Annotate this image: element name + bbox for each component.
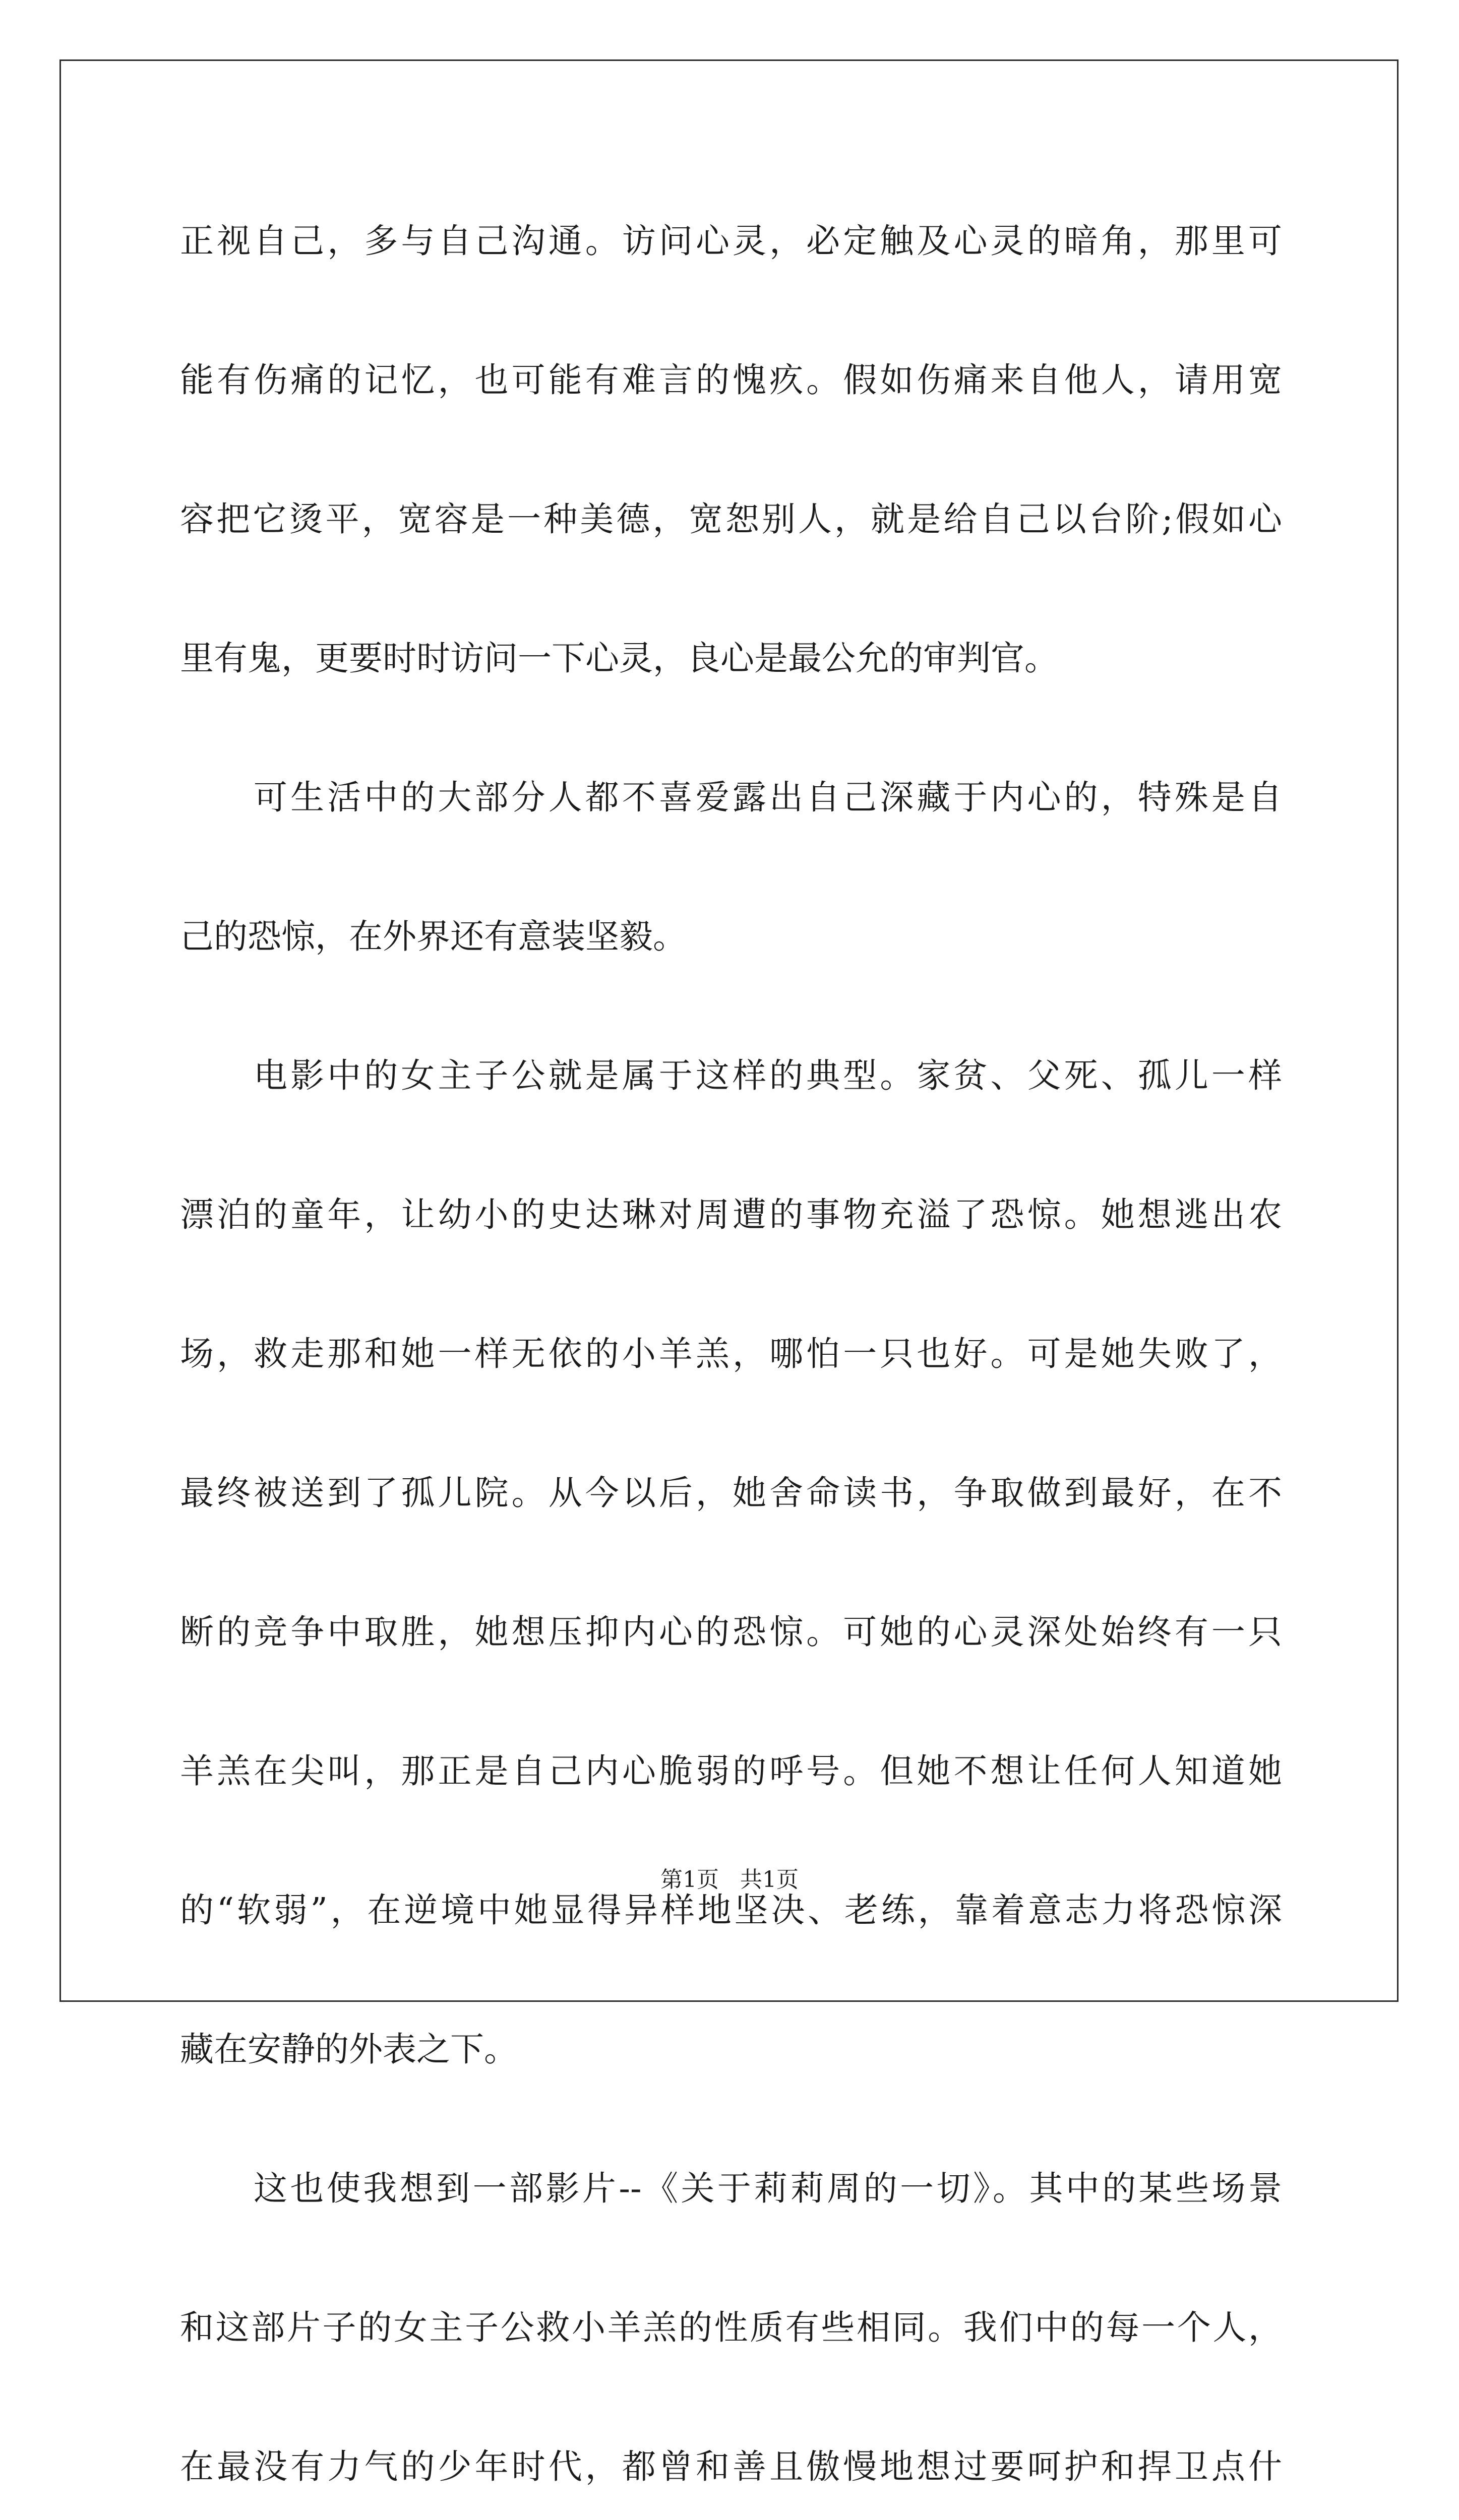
text-line: 场，救走那和她一样无依的小羊羔，哪怕一只也好。可是她失败了， [180,1334,1282,1373]
document-body [180,171,1282,2520]
page-number: 第1页 [660,1867,719,1893]
text-line: 最终被送到了孤儿院。从今以后，她舍命读书，争取做到最好，在不 [180,1473,1282,1513]
text-line: 的“软弱”，在逆境中她显得异样地坚决、老练，靠着意志力将恐惊深 [180,1891,1282,1930]
page-total: 共1页 [740,1867,799,1893]
text-line: 正视自己，多与自己沟通。访问心灵，必定触及心灵的暗角，那里可 [180,221,1282,261]
text-line: 这也使我想到一部影片--《关于莉莉周的一切》。其中的某些场景 [254,2169,1282,2208]
text-line: 容把它烫平，宽容是一种美德，宽恕别人，就是给自己以台阶;假如心 [180,499,1282,539]
text-line: 能有伤痛的记忆，也可能有难言的愧疚。假如伤痛来自他人，请用宽 [180,360,1282,400]
text-line: 断的竞争中取胜，她想压抑内心的恐惊。可她的心灵深处始终有一只 [180,1612,1282,1652]
text-line: 漂泊的童年，让幼小的史达琳对周遭的事物充溢了恐惊。她想逃出农 [180,1195,1282,1234]
text-line: 藏在安静的外表之下。 [180,2030,518,2069]
text-line: 电影中的女主子公就是属于这样的典型。家贫、父死、孤儿一样 [254,1056,1282,1095]
text-line: 己的恐惊，在外界还有意装坚毅。 [180,917,687,956]
text-line: 里有鬼，更要时时访问一下心灵，良心是最公允的审判官。 [180,639,1058,678]
text-line: 和这部片子的女主子公救小羊羔的性质有些相同。我们中的每一个人， [180,2308,1282,2347]
text-line: 可生活中的大部分人都不喜爱露出自己深藏于内心的，特殊是自 [254,778,1282,817]
text-line: 在最没有力气的少年时代，都曾和善且傲慢地想过要呵护和捍卫点什 [180,2447,1282,2486]
page-footer [0,1865,1459,1895]
text-line: 羊羔在尖叫，那正是自己内心脆弱的呼号。但她不想让任何人知道她 [180,1751,1282,1791]
